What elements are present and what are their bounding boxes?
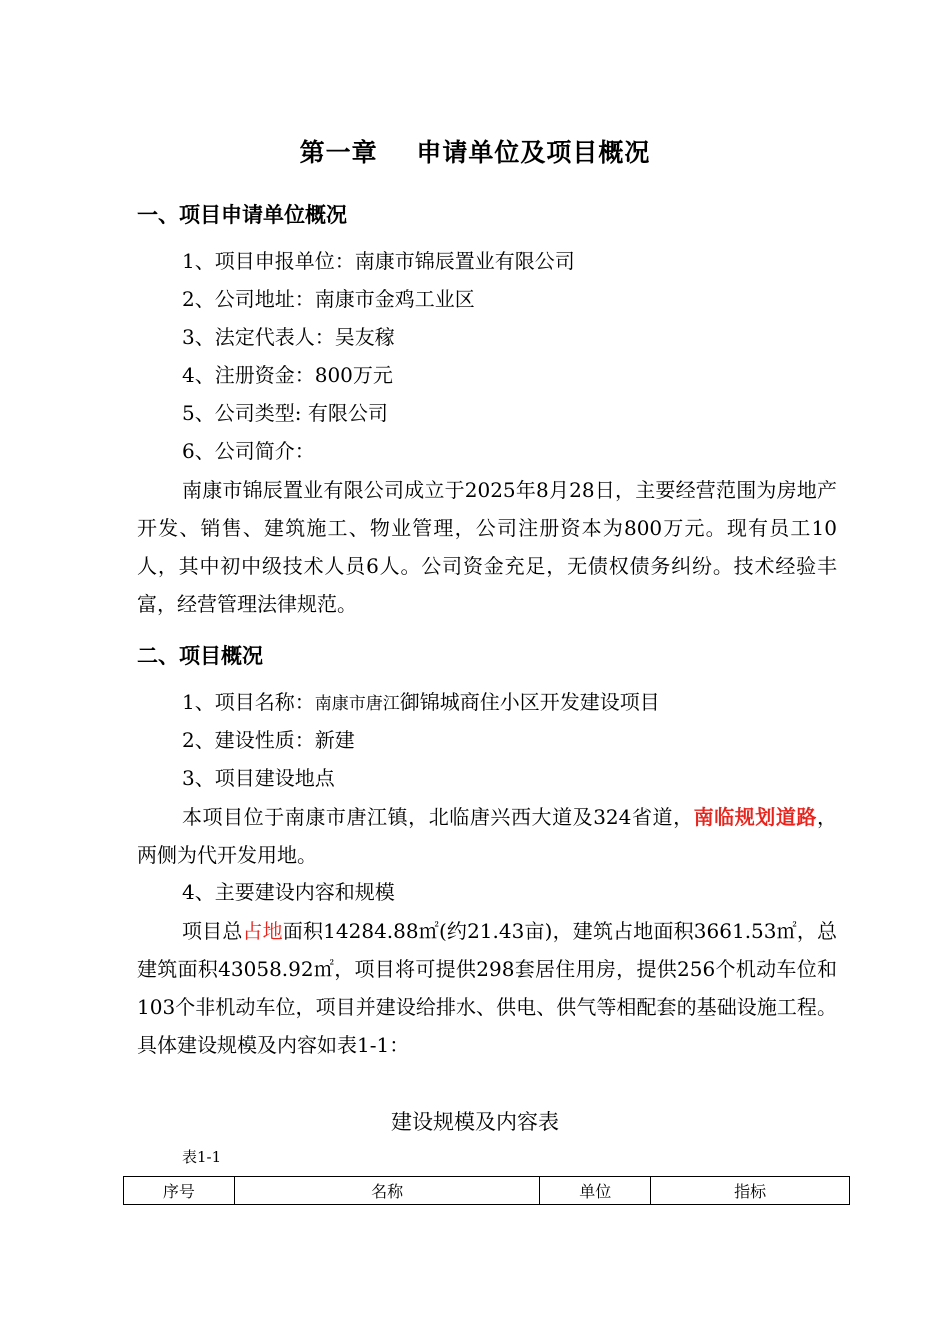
header-unit: 单位 [540, 1177, 651, 1205]
header-name: 名称 [234, 1177, 540, 1205]
company-address: 2、公司地址：南康市金鸡工业区 [182, 287, 475, 311]
registered-capital: 4、注册资金：800万元 [182, 363, 393, 387]
table-label: 表1-1 [182, 1148, 222, 1166]
section-heading-project: 二、项目概况 [137, 644, 263, 668]
content-pre: 项目总 [182, 919, 243, 943]
header-index: 序号 [124, 1177, 235, 1205]
project-name [182, 688, 660, 718]
table-title: 建设规模及内容表 [391, 1110, 559, 1134]
spec-table [123, 1176, 850, 1205]
applicant-unit: 1、项目申报单位：南康市锦辰置业有限公司 [182, 249, 575, 273]
content-text [137, 912, 837, 1064]
header-indicator: 指标 [651, 1177, 850, 1205]
chapter-title: 第一章 申请单位及项目概况 [299, 138, 651, 167]
section-heading-applicant: 一、项目申请单位概况 [137, 203, 347, 227]
content-post: 面积14284.88㎡(约21.43亩)，建筑占地面积3661.53㎡，总建筑面积43058.92㎡，项目将可提供298套居住用房，提供256个机动车位和103个非机动车位，项目并建设给排水、供电、供气等相配套的基础设施工程。具体建设规模及内容如表1-1： [137, 919, 838, 1057]
location-pre: 本项目位于南康市唐江镇，北临唐兴西大道及324省道， [182, 805, 694, 829]
project-name-label: 1、项目名称： [182, 690, 315, 714]
company-intro-text: 南康市锦辰置业有限公司成立于2025年8月28日，主要经营范围为房地产开发、销售、建筑施工、物业管理，公司注册资本为800万元。现有员工10人，其中初中级技术人员6人。公司资金充足，无债权债务纠纷。技术经验丰富，经营管理法律规范。 [137, 478, 837, 616]
location-post: ，两侧为代开发用地。 [137, 805, 837, 867]
location-heading: 3、项目建设地点 [182, 766, 335, 790]
table-header-row [124, 1177, 850, 1205]
location-highlight: 南临规划道路 [693, 805, 817, 829]
construction-nature: 2、建设性质：新建 [182, 728, 355, 752]
company-type: 5、公司类型: 有限公司 [182, 401, 388, 425]
content-highlight: 占地 [242, 919, 283, 943]
location-text [137, 798, 837, 874]
project-name-rest: 御锦城商住小区开发建设项目 [399, 690, 660, 714]
content-heading: 4、主要建设内容和规模 [182, 880, 395, 904]
project-name-small: 南康市唐江 [314, 694, 400, 714]
company-intro-label: 6、公司简介： [182, 439, 315, 463]
legal-representative: 3、法定代表人：吴友稼 [182, 325, 395, 349]
